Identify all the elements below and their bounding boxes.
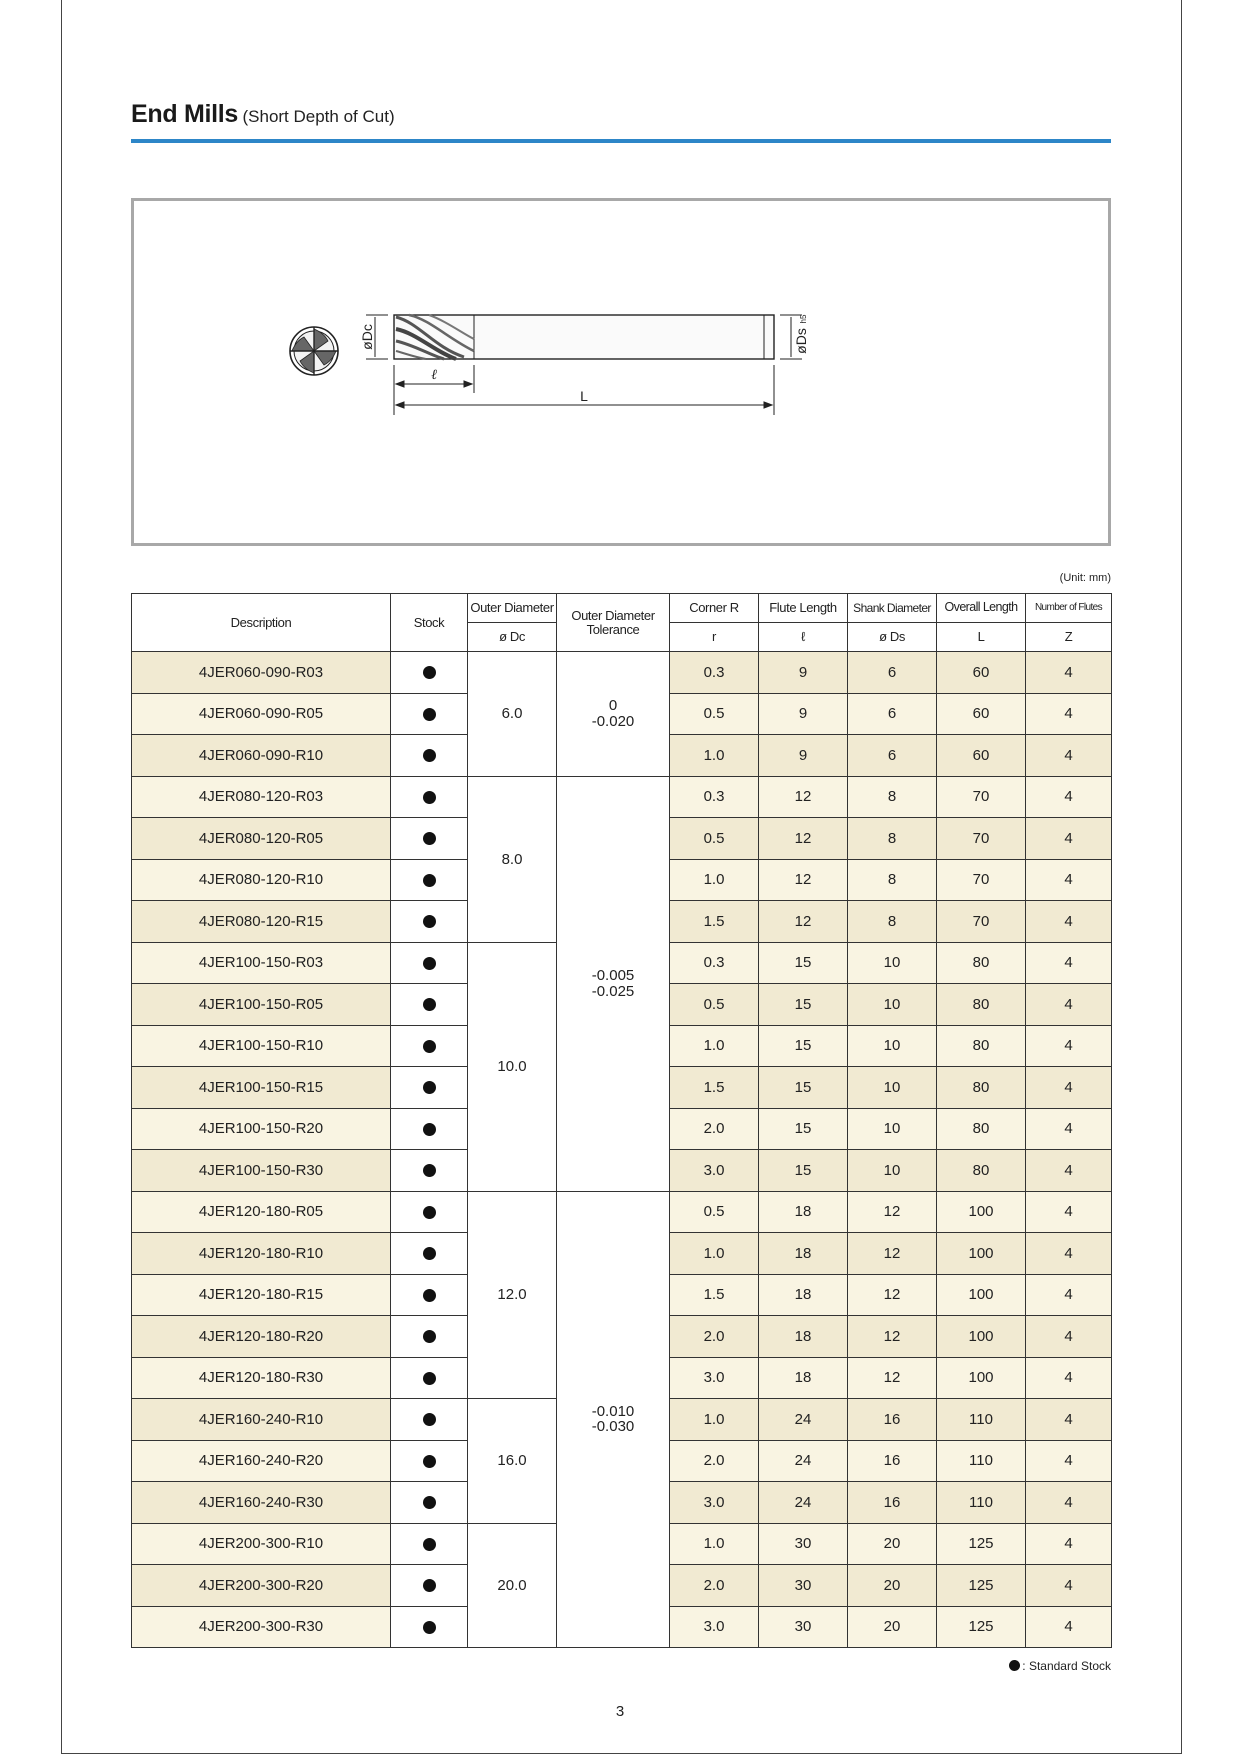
corner-r-cell: 1.0 bbox=[670, 1399, 759, 1441]
header-shank-diameter: Shank Diameter bbox=[848, 594, 937, 623]
tolerance-lower: -0.025 bbox=[591, 982, 635, 1000]
flutes-cell: 4 bbox=[1026, 1523, 1112, 1565]
header-length-symbol: L bbox=[937, 623, 1026, 652]
overall-length-cell: 80 bbox=[937, 984, 1026, 1026]
overall-length-cell: 70 bbox=[937, 818, 1026, 860]
corner-r-cell: 0.5 bbox=[670, 984, 759, 1026]
header-tolerance: Outer Diameter Tolerance bbox=[557, 594, 670, 652]
shank-diameter-cell: 10 bbox=[848, 1150, 937, 1192]
shank-diameter-cell: 8 bbox=[848, 776, 937, 818]
corner-r-cell: 1.0 bbox=[670, 1523, 759, 1565]
flute-length-cell: 18 bbox=[759, 1274, 848, 1316]
label-flute-length: ℓ bbox=[431, 368, 437, 383]
stock-cell bbox=[391, 1233, 468, 1275]
standard-stock-icon bbox=[423, 1123, 436, 1136]
outer-diameter-cell: 6.0 bbox=[468, 652, 557, 777]
stock-cell bbox=[391, 1025, 468, 1067]
stock-cell bbox=[391, 1108, 468, 1150]
tolerance-upper: -0.010 bbox=[591, 1402, 635, 1420]
flute-length-cell: 12 bbox=[759, 901, 848, 943]
legend-dot-icon bbox=[1009, 1660, 1020, 1671]
standard-stock-icon bbox=[423, 1621, 436, 1634]
flutes-cell: 4 bbox=[1026, 1067, 1112, 1109]
overall-length-cell: 70 bbox=[937, 776, 1026, 818]
standard-stock-icon bbox=[423, 1455, 436, 1468]
flutes-cell: 4 bbox=[1026, 652, 1112, 694]
description-cell: 4JER120-180-R10 bbox=[132, 1233, 391, 1275]
corner-r-cell: 2.0 bbox=[670, 1316, 759, 1358]
corner-r-cell: 3.0 bbox=[670, 1150, 759, 1192]
label-ds: øDs bbox=[793, 328, 809, 354]
standard-stock-icon bbox=[423, 1330, 436, 1343]
stock-cell bbox=[391, 693, 468, 735]
label-overall-length: L bbox=[580, 388, 588, 404]
shank-diameter-cell: 12 bbox=[848, 1191, 937, 1233]
stock-cell bbox=[391, 818, 468, 860]
flute-length-cell: 15 bbox=[759, 1025, 848, 1067]
shank-diameter-cell: 20 bbox=[848, 1565, 937, 1607]
standard-stock-icon bbox=[423, 832, 436, 845]
description-cell: 4JER120-180-R20 bbox=[132, 1316, 391, 1358]
flute-length-cell: 12 bbox=[759, 776, 848, 818]
corner-r-cell: 2.0 bbox=[670, 1440, 759, 1482]
overall-length-cell: 60 bbox=[937, 735, 1026, 777]
tolerance-lower: -0.030 bbox=[591, 1418, 635, 1436]
flutes-cell: 4 bbox=[1026, 942, 1112, 984]
description-cell: 4JER080-120-R03 bbox=[132, 776, 391, 818]
stock-cell bbox=[391, 1316, 468, 1358]
overall-length-cell: 125 bbox=[937, 1606, 1026, 1648]
corner-r-cell: 3.0 bbox=[670, 1357, 759, 1399]
standard-stock-icon bbox=[423, 1496, 436, 1509]
description-cell: 4JER100-150-R15 bbox=[132, 1067, 391, 1109]
tolerance-cell bbox=[557, 652, 670, 777]
overall-length-cell: 70 bbox=[937, 859, 1026, 901]
shank-diameter-cell: 12 bbox=[848, 1233, 937, 1275]
flutes-cell: 4 bbox=[1026, 1316, 1112, 1358]
overall-length-cell: 80 bbox=[937, 942, 1026, 984]
overall-length-cell: 110 bbox=[937, 1440, 1026, 1482]
shank-diameter-cell: 8 bbox=[848, 818, 937, 860]
stock-cell bbox=[391, 942, 468, 984]
header-description: Description bbox=[132, 594, 391, 652]
description-cell: 4JER160-240-R20 bbox=[132, 1440, 391, 1482]
shank-diameter-cell: 6 bbox=[848, 652, 937, 694]
flute-length-cell: 15 bbox=[759, 942, 848, 984]
title-subtitle: (Short Depth of Cut) bbox=[242, 107, 395, 126]
description-cell: 4JER120-180-R15 bbox=[132, 1274, 391, 1316]
outer-diameter-cell: 20.0 bbox=[468, 1523, 557, 1648]
corner-r-cell: 0.3 bbox=[670, 652, 759, 694]
description-cell: 4JER200-300-R30 bbox=[132, 1606, 391, 1648]
standard-stock-icon bbox=[423, 1413, 436, 1426]
description-cell: 4JER060-090-R03 bbox=[132, 652, 391, 694]
flute-length-cell: 18 bbox=[759, 1233, 848, 1275]
description-cell: 4JER200-300-R20 bbox=[132, 1565, 391, 1607]
standard-stock-icon bbox=[423, 1206, 436, 1219]
shank-diameter-cell: 12 bbox=[848, 1357, 937, 1399]
stock-cell bbox=[391, 735, 468, 777]
stock-cell bbox=[391, 1565, 468, 1607]
flute-length-cell: 18 bbox=[759, 1316, 848, 1358]
header-l-symbol: ℓ bbox=[759, 623, 848, 652]
stock-cell bbox=[391, 1482, 468, 1524]
standard-stock-icon bbox=[423, 915, 436, 928]
corner-r-cell: 1.0 bbox=[670, 1233, 759, 1275]
tolerance-cell bbox=[557, 776, 670, 1191]
outer-diameter-cell: 10.0 bbox=[468, 942, 557, 1191]
flute-length-cell: 9 bbox=[759, 693, 848, 735]
standard-stock-icon bbox=[423, 1081, 436, 1094]
description-cell: 4JER200-300-R10 bbox=[132, 1523, 391, 1565]
spec-table-body bbox=[132, 652, 1112, 1648]
table-row bbox=[132, 776, 1112, 818]
shank-diameter-cell: 10 bbox=[848, 984, 937, 1026]
overall-length-cell: 125 bbox=[937, 1523, 1026, 1565]
title-main: End Mills bbox=[131, 100, 239, 128]
stock-cell bbox=[391, 1357, 468, 1399]
corner-r-cell: 1.5 bbox=[670, 1067, 759, 1109]
outer-diameter-cell: 16.0 bbox=[468, 1399, 557, 1524]
overall-length-cell: 125 bbox=[937, 1565, 1026, 1607]
overall-length-cell: 80 bbox=[937, 1025, 1026, 1067]
stock-cell bbox=[391, 1606, 468, 1648]
overall-length-cell: 80 bbox=[937, 1108, 1026, 1150]
flutes-cell: 4 bbox=[1026, 1440, 1112, 1482]
flutes-cell: 4 bbox=[1026, 1399, 1112, 1441]
standard-stock-icon bbox=[423, 708, 436, 721]
flutes-cell: 4 bbox=[1026, 1025, 1112, 1067]
tolerance-cell bbox=[557, 1191, 670, 1648]
flutes-cell: 4 bbox=[1026, 693, 1112, 735]
description-cell: 4JER100-150-R05 bbox=[132, 984, 391, 1026]
corner-r-cell: 0.5 bbox=[670, 1191, 759, 1233]
corner-r-cell: 1.0 bbox=[670, 859, 759, 901]
header-dc-symbol: ø Dc bbox=[468, 623, 557, 652]
end-mill-drawing bbox=[134, 201, 1108, 543]
flute-length-cell: 9 bbox=[759, 735, 848, 777]
flute-length-cell: 24 bbox=[759, 1440, 848, 1482]
corner-r-cell: 0.5 bbox=[670, 818, 759, 860]
corner-r-cell: 2.0 bbox=[670, 1108, 759, 1150]
description-cell: 4JER160-240-R30 bbox=[132, 1482, 391, 1524]
corner-r-cell: 0.3 bbox=[670, 776, 759, 818]
flutes-cell: 4 bbox=[1026, 1606, 1112, 1648]
stock-cell bbox=[391, 776, 468, 818]
overall-length-cell: 100 bbox=[937, 1274, 1026, 1316]
header-outer-diameter: Outer Diameter bbox=[468, 594, 557, 623]
shank-diameter-cell: 16 bbox=[848, 1440, 937, 1482]
flute-length-cell: 9 bbox=[759, 652, 848, 694]
flutes-cell: 4 bbox=[1026, 1482, 1112, 1524]
flutes-cell: 4 bbox=[1026, 1357, 1112, 1399]
standard-stock-icon bbox=[423, 791, 436, 804]
corner-r-cell: 0.3 bbox=[670, 942, 759, 984]
overall-length-cell: 110 bbox=[937, 1482, 1026, 1524]
flute-length-cell: 15 bbox=[759, 1150, 848, 1192]
flutes-cell: 4 bbox=[1026, 735, 1112, 777]
standard-stock-icon bbox=[423, 749, 436, 762]
flutes-cell: 4 bbox=[1026, 1233, 1112, 1275]
page-title bbox=[131, 100, 395, 129]
flute-length-cell: 18 bbox=[759, 1357, 848, 1399]
shank-diameter-cell: 10 bbox=[848, 1025, 937, 1067]
flute-length-cell: 30 bbox=[759, 1565, 848, 1607]
overall-length-cell: 80 bbox=[937, 1067, 1026, 1109]
header-r-symbol: r bbox=[670, 623, 759, 652]
description-cell: 4JER160-240-R10 bbox=[132, 1399, 391, 1441]
description-cell: 4JER100-150-R20 bbox=[132, 1108, 391, 1150]
description-cell: 4JER060-090-R05 bbox=[132, 693, 391, 735]
stock-cell bbox=[391, 1523, 468, 1565]
stock-cell bbox=[391, 984, 468, 1026]
flute-length-cell: 24 bbox=[759, 1399, 848, 1441]
header-flutes: Number of Flutes bbox=[1026, 594, 1112, 623]
flute-length-cell: 15 bbox=[759, 1067, 848, 1109]
flutes-cell: 4 bbox=[1026, 1565, 1112, 1607]
shank-diameter-cell: 20 bbox=[848, 1606, 937, 1648]
tool-diagram bbox=[131, 198, 1111, 546]
shank-diameter-cell: 16 bbox=[848, 1399, 937, 1441]
standard-stock-icon bbox=[423, 1538, 436, 1551]
overall-length-cell: 80 bbox=[937, 1150, 1026, 1192]
header-overall-length: Overall Length bbox=[937, 594, 1026, 623]
stock-cell bbox=[391, 901, 468, 943]
shank-diameter-cell: 8 bbox=[848, 901, 937, 943]
header-flute-length: Flute Length bbox=[759, 594, 848, 623]
flutes-cell: 4 bbox=[1026, 818, 1112, 860]
overall-length-cell: 60 bbox=[937, 693, 1026, 735]
flutes-cell: 4 bbox=[1026, 1108, 1112, 1150]
standard-stock-icon bbox=[423, 1289, 436, 1302]
shank-diameter-cell: 10 bbox=[848, 1067, 937, 1109]
shank-diameter-cell: 16 bbox=[848, 1482, 937, 1524]
flute-length-cell: 18 bbox=[759, 1191, 848, 1233]
corner-r-cell: 3.0 bbox=[670, 1606, 759, 1648]
stock-cell bbox=[391, 652, 468, 694]
flutes-cell: 4 bbox=[1026, 1150, 1112, 1192]
stock-cell bbox=[391, 1067, 468, 1109]
overall-length-cell: 70 bbox=[937, 901, 1026, 943]
tolerance-upper: -0.005 bbox=[591, 966, 635, 984]
flute-length-cell: 15 bbox=[759, 1108, 848, 1150]
table-row bbox=[132, 652, 1112, 694]
flute-length-cell: 12 bbox=[759, 818, 848, 860]
stock-cell bbox=[391, 1440, 468, 1482]
shank-diameter-cell: 10 bbox=[848, 942, 937, 984]
description-cell: 4JER100-150-R03 bbox=[132, 942, 391, 984]
corner-r-cell: 1.5 bbox=[670, 901, 759, 943]
standard-stock-icon bbox=[423, 1040, 436, 1053]
flute-length-cell: 12 bbox=[759, 859, 848, 901]
stock-cell bbox=[391, 1274, 468, 1316]
header-row bbox=[132, 594, 1112, 623]
flute-length-cell: 15 bbox=[759, 984, 848, 1026]
shank-diameter-cell: 8 bbox=[848, 859, 937, 901]
flute-length-cell: 30 bbox=[759, 1523, 848, 1565]
overall-length-cell: 60 bbox=[937, 652, 1026, 694]
overall-length-cell: 100 bbox=[937, 1233, 1026, 1275]
flute-length-cell: 30 bbox=[759, 1606, 848, 1648]
overall-length-cell: 100 bbox=[937, 1191, 1026, 1233]
stock-cell bbox=[391, 1399, 468, 1441]
table-row bbox=[132, 1191, 1112, 1233]
standard-stock-icon bbox=[423, 1579, 436, 1592]
standard-stock-icon bbox=[423, 998, 436, 1011]
standard-stock-icon bbox=[423, 957, 436, 970]
label-dc: øDc bbox=[359, 324, 375, 350]
corner-r-cell: 1.5 bbox=[670, 1274, 759, 1316]
legend-text: : Standard Stock bbox=[1022, 1659, 1111, 1673]
header-z-symbol: Z bbox=[1026, 623, 1112, 652]
corner-r-cell: 2.0 bbox=[670, 1565, 759, 1607]
flutes-cell: 4 bbox=[1026, 1274, 1112, 1316]
flutes-cell: 4 bbox=[1026, 1191, 1112, 1233]
shank-diameter-cell: 20 bbox=[848, 1523, 937, 1565]
description-cell: 4JER100-150-R30 bbox=[132, 1150, 391, 1192]
stock-cell bbox=[391, 859, 468, 901]
description-cell: 4JER120-180-R30 bbox=[132, 1357, 391, 1399]
end-view-icon bbox=[290, 327, 338, 375]
header-ds-symbol: ø Ds bbox=[848, 623, 937, 652]
overall-length-cell: 100 bbox=[937, 1357, 1026, 1399]
overall-length-cell: 100 bbox=[937, 1316, 1026, 1358]
flutes-cell: 4 bbox=[1026, 984, 1112, 1026]
stock-cell bbox=[391, 1150, 468, 1192]
shank-diameter-cell: 12 bbox=[848, 1274, 937, 1316]
corner-r-cell: 1.0 bbox=[670, 1025, 759, 1067]
outer-diameter-cell: 12.0 bbox=[468, 1191, 557, 1399]
description-cell: 4JER080-120-R10 bbox=[132, 859, 391, 901]
corner-r-cell: 3.0 bbox=[670, 1482, 759, 1524]
header-corner-r: Corner R bbox=[670, 594, 759, 623]
shank-diameter-cell: 6 bbox=[848, 735, 937, 777]
title-rule bbox=[131, 139, 1111, 143]
tolerance-upper: 0 bbox=[608, 697, 618, 714]
flutes-cell: 4 bbox=[1026, 776, 1112, 818]
description-cell: 4JER120-180-R05 bbox=[132, 1191, 391, 1233]
header-stock: Stock bbox=[391, 594, 468, 652]
flutes-cell: 4 bbox=[1026, 901, 1112, 943]
standard-stock-icon bbox=[423, 874, 436, 887]
flute-length-cell: 24 bbox=[759, 1482, 848, 1524]
stock-cell bbox=[391, 1191, 468, 1233]
spec-table bbox=[131, 593, 1112, 1648]
standard-stock-icon bbox=[423, 666, 436, 679]
tool-side-view bbox=[394, 315, 774, 359]
tolerance-lower: -0.020 bbox=[591, 712, 635, 730]
label-ds-tolerance: h5 bbox=[799, 314, 808, 324]
corner-r-cell: 0.5 bbox=[670, 693, 759, 735]
description-cell: 4JER080-120-R05 bbox=[132, 818, 391, 860]
description-cell: 4JER060-090-R10 bbox=[132, 735, 391, 777]
outer-diameter-cell: 8.0 bbox=[468, 776, 557, 942]
page-number: 3 bbox=[615, 1703, 625, 1720]
description-cell: 4JER100-150-R10 bbox=[132, 1025, 391, 1067]
overall-length-cell: 110 bbox=[937, 1399, 1026, 1441]
shank-diameter-cell: 6 bbox=[848, 693, 937, 735]
standard-stock-icon bbox=[423, 1247, 436, 1260]
stock-legend bbox=[900, 1659, 1111, 1673]
description-cell: 4JER080-120-R15 bbox=[132, 901, 391, 943]
standard-stock-icon bbox=[423, 1372, 436, 1385]
standard-stock-icon bbox=[423, 1164, 436, 1177]
shank-diameter-cell: 10 bbox=[848, 1108, 937, 1150]
unit-label: (Unit: mm) bbox=[1059, 572, 1111, 584]
flutes-cell: 4 bbox=[1026, 859, 1112, 901]
corner-r-cell: 1.0 bbox=[670, 735, 759, 777]
shank-diameter-cell: 12 bbox=[848, 1316, 937, 1358]
